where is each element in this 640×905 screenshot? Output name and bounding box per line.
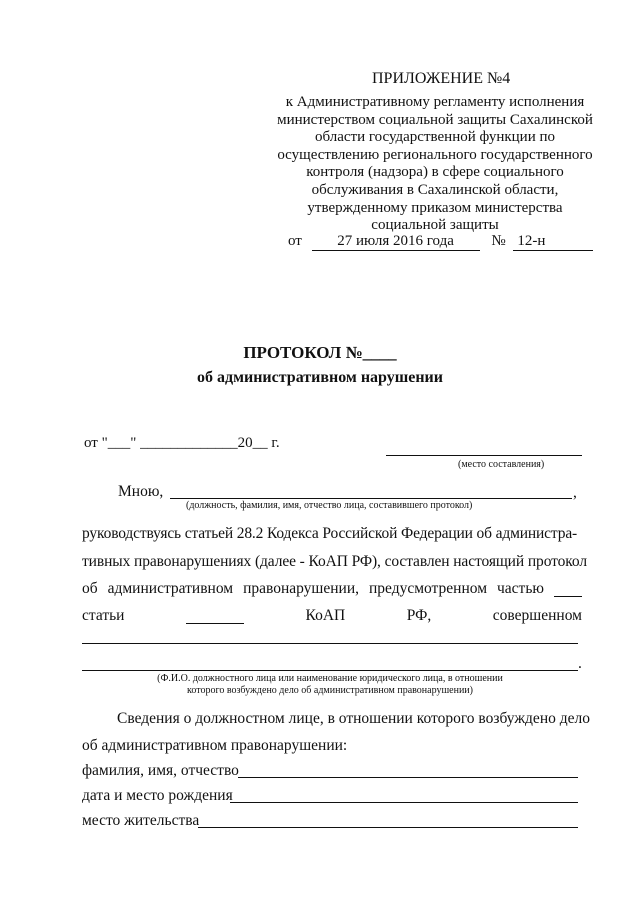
field-residence-line[interactable] <box>198 827 578 828</box>
body-line-1: руководствуясь статьей 28.2 Кодекса Российской Федерации об администра- <box>82 525 578 542</box>
body-line-4-word: статьи <box>82 607 125 624</box>
appendix-date-row <box>288 233 593 251</box>
offender-line-1 <box>82 643 578 644</box>
body-line-3-word: частью <box>496 580 544 597</box>
body-line-4-word: совершенном <box>492 607 582 624</box>
appendix-number-label: № <box>491 233 506 249</box>
appendix-body: к Административному регламенту исполнения министерством социальной защиты Сахалинской области государственной функции по осуществлению регионального государственного контроля (надзора) в сфере социального обслуживания в Сахалинской области, утвержденному приказом министерства социальной защиты <box>277 94 593 234</box>
appendix-from-label: от <box>288 233 302 249</box>
appendix-title: ПРИЛОЖЕНИЕ №4 <box>372 70 511 87</box>
field-full-name-label: фамилия, имя, отчество <box>82 762 239 779</box>
me-caption: (должность, фамилия, имя, отчество лица, составившего протокол) <box>186 500 473 511</box>
body-line-4-word: РФ, <box>406 607 432 624</box>
body-line-3-word: правонарушении, <box>243 580 359 597</box>
protocol-subtitle: об административном нарушении <box>197 369 443 386</box>
official-intro-2: об административном правонарушении: <box>82 737 348 754</box>
part-number-blank <box>554 580 582 597</box>
body-line-4-word: КоАП <box>305 607 346 624</box>
me-line <box>170 498 572 499</box>
body-line-4 <box>82 607 582 625</box>
official-intro-1: Сведения о должностном лице, в отношении которого возбуждено дело <box>117 710 590 727</box>
field-birth-line[interactable] <box>230 802 578 803</box>
article-number-blank <box>186 607 244 624</box>
place-caption: (место составления) <box>458 459 545 470</box>
place-line <box>386 455 582 456</box>
protocol-date-row: от "___" _____________20__ г. <box>84 435 280 451</box>
field-full-name-line[interactable] <box>238 777 578 778</box>
appendix-number-value: 12-н <box>513 233 593 251</box>
protocol-title: ПРОТОКОЛ №____ <box>243 343 397 362</box>
appendix-date-value: 27 июля 2016 года <box>312 233 480 251</box>
offender-caption-2: которого возбуждено дело об административном правонарушении) <box>187 685 473 696</box>
body-line-3-word: административном <box>107 580 234 597</box>
offender-period: . <box>578 655 582 672</box>
body-line-3 <box>82 580 582 598</box>
body-line-3-word: предусмотренном <box>368 580 488 597</box>
me-trailing: , <box>573 484 577 501</box>
field-birth-label: дата и место рождения <box>82 787 233 804</box>
me-label: Мною, <box>118 483 164 500</box>
offender-caption-1: (Ф.И.О. должностного лица или наименование юридического лица, в отношении <box>157 673 503 684</box>
field-residence-label: место жительства <box>82 812 200 829</box>
body-line-2: тивных правонарушениях (далее - КоАП РФ), составлен настоящий протокол <box>82 553 587 570</box>
body-line-3-word: об <box>82 580 98 597</box>
offender-line-2 <box>82 670 578 671</box>
